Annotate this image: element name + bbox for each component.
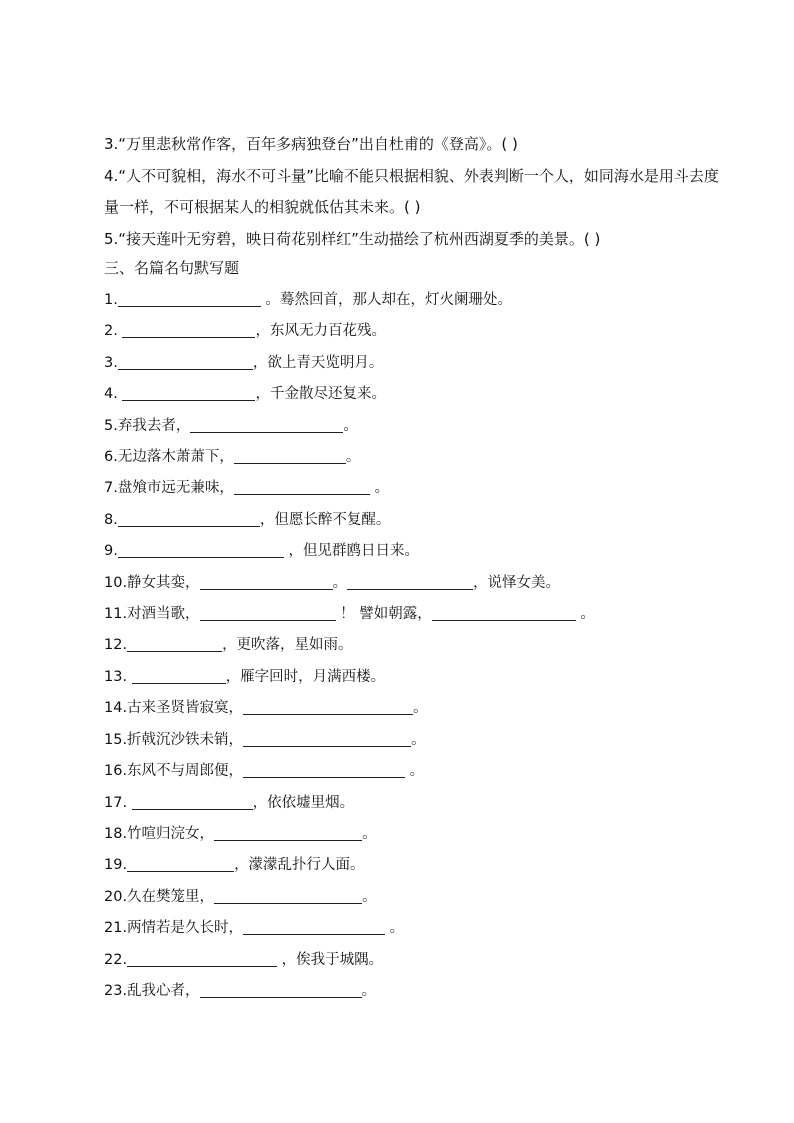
item-prefix: 3. — [104, 354, 118, 371]
fill-item-20 — [104, 882, 744, 913]
answer-blank[interactable] — [243, 761, 405, 778]
answer-blank[interactable] — [200, 573, 333, 590]
fill-item-10 — [104, 568, 744, 599]
item-prefix: 12. — [104, 637, 128, 654]
fill-item-5 — [104, 411, 744, 442]
item-suffix: 。 — [413, 700, 428, 717]
item-suffix: ，俟我于城隅。 — [277, 951, 384, 968]
item-suffix: ，欲上青天览明月。 — [252, 354, 384, 371]
item-suffix: 。 — [405, 763, 425, 780]
fill-item-19 — [104, 850, 744, 881]
answer-blank[interactable] — [347, 573, 473, 590]
item-prefix: 16.东风不与周郎便， — [104, 763, 244, 780]
item-prefix: 6.无边落木萧萧下， — [104, 449, 234, 466]
fill-item-22 — [104, 945, 744, 976]
item-prefix: 13. — [104, 668, 132, 685]
fill-item-2 — [104, 316, 744, 347]
item-prefix: 11.对酒当歌， — [104, 606, 200, 623]
fill-item-7 — [104, 473, 744, 504]
fill-item-17 — [104, 788, 744, 819]
fill-item-4 — [104, 379, 744, 410]
answer-blank[interactable] — [122, 384, 255, 401]
answer-blank[interactable] — [118, 510, 260, 527]
item-middle: 。 — [332, 574, 348, 591]
item-suffix: ，濛濛乱扑行人面。 — [234, 857, 365, 874]
item-prefix: 22. — [104, 951, 128, 968]
fill-item-1 — [104, 285, 744, 316]
item-suffix: 。 — [385, 920, 405, 937]
item-prefix: 1. — [104, 292, 118, 308]
item-prefix: 2. — [104, 323, 123, 340]
answer-blank[interactable] — [243, 918, 385, 935]
item-prefix: 17. — [104, 794, 132, 811]
answer-blank[interactable] — [118, 290, 261, 307]
answer-blank[interactable] — [132, 667, 226, 684]
answer-blank[interactable] — [243, 730, 411, 747]
item-suffix: 。 — [343, 417, 358, 434]
answer-blank[interactable] — [243, 698, 413, 715]
judge-item-4: 4.“人不可貌相，海水不可斗量”比喻不能只根据相貌、外表判断一个人，如同海水是用斗去度量一样，不可根据某人的相貌就低估其未来。( ) — [104, 166, 719, 216]
answer-blank[interactable] — [127, 950, 277, 967]
item-suffix: ，雁字回时，月满西楼。 — [225, 668, 386, 685]
fill-item-21 — [104, 913, 744, 944]
section-heading: 三、名篇名句默写题 — [104, 259, 240, 277]
item-suffix: 。 — [362, 888, 377, 905]
answer-blank[interactable] — [127, 855, 234, 872]
item-prefix: 10.静女其娈， — [104, 574, 200, 591]
fill-item-6 — [104, 442, 744, 473]
item-prefix: 20.久在樊笼里， — [104, 888, 215, 905]
item-suffix: ，但愿长醉不复醒。 — [259, 511, 391, 528]
fill-item-12 — [104, 630, 744, 661]
fill-item-11 — [104, 599, 744, 630]
item-suffix: 。 — [361, 982, 377, 999]
fill-item-9 — [104, 536, 744, 567]
item-suffix: 。 — [575, 606, 595, 623]
answer-blank[interactable] — [214, 824, 362, 841]
fill-item-23 — [104, 976, 744, 1007]
true-false-questions — [104, 129, 724, 255]
answer-blank[interactable] — [432, 604, 576, 621]
fill-item-13 — [104, 662, 744, 693]
item-suffix: 。 — [345, 449, 361, 466]
item-prefix: 18.竹喧归浣女， — [104, 825, 215, 842]
item-prefix: 23.乱我心者， — [104, 982, 200, 999]
item-prefix: 4. — [104, 386, 123, 403]
fill-in-questions — [104, 285, 744, 1007]
answer-blank[interactable] — [190, 416, 343, 433]
fill-item-8 — [104, 505, 744, 536]
item-prefix: 14.古来圣贤皆寂寞， — [104, 700, 244, 717]
answer-blank[interactable] — [200, 981, 362, 998]
answer-blank[interactable] — [118, 541, 284, 558]
item-suffix: 。 — [411, 731, 426, 748]
item-prefix: 21.两情若是久长时， — [104, 920, 244, 937]
answer-blank[interactable] — [214, 887, 362, 904]
item-prefix: 5.弃我去者， — [104, 417, 191, 434]
item-prefix: 7.盘飧市远无兼味， — [104, 480, 234, 497]
item-suffix: ，东风无力百花残。 — [255, 323, 386, 340]
item-prefix: 8. — [104, 511, 118, 528]
item-suffix: ，说怿女美。 — [473, 574, 561, 591]
fill-item-14 — [104, 693, 744, 724]
answer-blank[interactable] — [127, 635, 222, 652]
answer-blank[interactable] — [234, 447, 346, 464]
item-prefix: 19. — [104, 857, 128, 874]
item-suffix: ，依依墟里烟。 — [252, 794, 355, 811]
answer-blank[interactable] — [200, 604, 336, 621]
answer-blank[interactable] — [122, 321, 255, 338]
answer-blank[interactable] — [132, 793, 253, 810]
fill-item-16 — [104, 756, 744, 787]
judge-item-5: 5.“接天莲叶无穷碧，映日荷花别样红”生动描绘了杭州西湖夏季的美景。( ) — [104, 229, 601, 248]
fill-item-15 — [104, 725, 744, 756]
answer-blank[interactable] — [234, 478, 370, 495]
item-prefix: 9. — [104, 543, 118, 560]
item-middle: ！ 譬如朝露， — [335, 606, 432, 623]
item-suffix: 。 — [362, 825, 377, 842]
answer-blank[interactable] — [118, 353, 253, 370]
fill-item-3 — [104, 348, 744, 379]
item-suffix: ，更吹落，星如雨。 — [222, 637, 353, 654]
item-suffix: 。蓦然回首，那人却在，灯火阑珊处。 — [260, 292, 512, 308]
judge-item-3: 3.“万里悲秋常作客，百年多病独登台”出自杜甫的《登高》。( ) — [104, 135, 518, 153]
item-suffix: ，千金散尽还复来。 — [255, 386, 386, 403]
item-suffix: ，但见群鸥日日来。 — [283, 543, 419, 560]
item-prefix: 15.折戟沉沙铁未销， — [104, 731, 244, 748]
fill-item-18 — [104, 819, 744, 850]
item-suffix: 。 — [369, 480, 389, 497]
